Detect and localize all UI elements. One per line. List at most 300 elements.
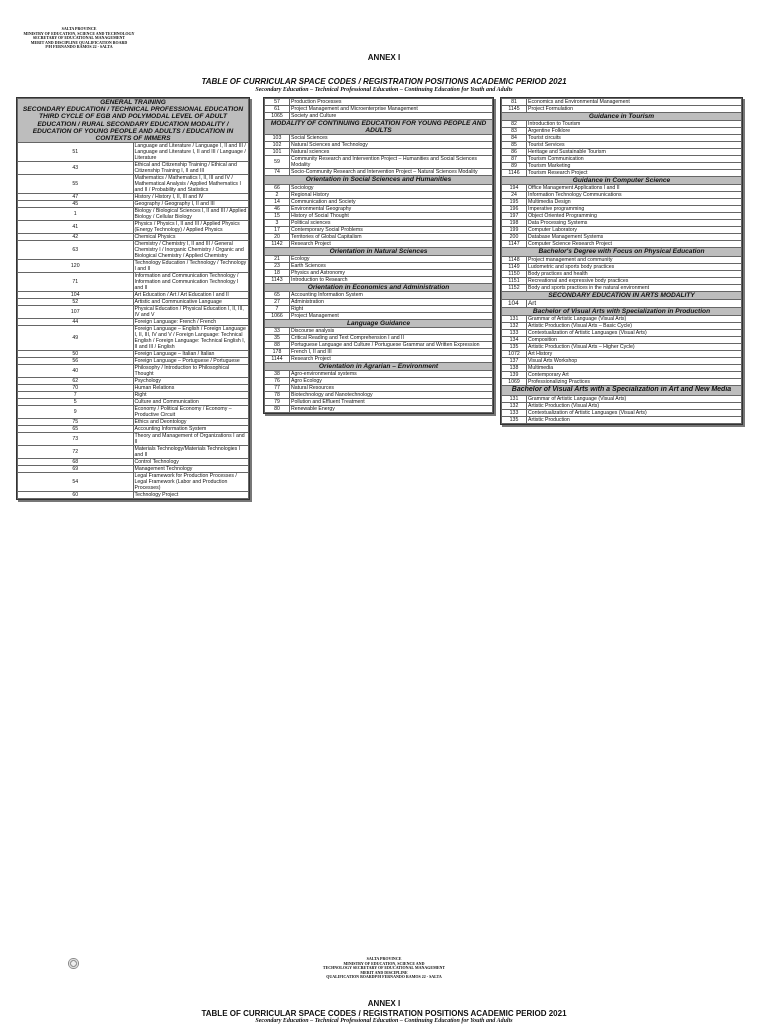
section-heading xyxy=(265,176,493,184)
code-cell: 101 xyxy=(265,149,290,156)
code-cell: 131 xyxy=(502,395,527,402)
code-cell: 83 xyxy=(502,128,527,135)
table-row xyxy=(265,335,493,342)
table-row xyxy=(502,365,742,372)
subject-cell: Tourism Marketing xyxy=(527,163,742,170)
table-row xyxy=(18,221,249,234)
ministry-header xyxy=(0,27,158,50)
subject-cell: Technology Education / Technology / Technology I and II xyxy=(133,260,249,273)
code-cell: 131 xyxy=(502,316,527,323)
table-row xyxy=(502,213,742,220)
table-row xyxy=(265,142,493,149)
code-cell: 61 xyxy=(265,106,290,113)
table-row xyxy=(502,135,742,142)
table-row xyxy=(502,206,742,213)
code-cell: 199 xyxy=(502,227,527,234)
code-cell: 23 xyxy=(265,262,290,269)
section-heading-text: Language Guidance xyxy=(265,320,493,328)
footer-line: MINISTRY OF EDUCATION, SCIENCE AND xyxy=(343,960,425,966)
subject-cell: Artistic and Communicative Language xyxy=(133,299,249,306)
section-heading xyxy=(502,177,742,185)
code-cell: 1072 xyxy=(502,351,527,358)
code-cell: 52 xyxy=(18,299,134,306)
code-cell: 1145 xyxy=(502,106,527,113)
subject-cell: Computer Laboratory xyxy=(527,227,742,234)
table-row xyxy=(265,385,493,392)
table-row xyxy=(18,446,249,459)
table-row xyxy=(502,270,742,277)
section-heading xyxy=(502,113,742,121)
table-row xyxy=(265,399,493,406)
code-cell: 24 xyxy=(502,192,527,199)
section-heading-text: Bachelor's Degree with Focus on Physical Education xyxy=(502,248,742,256)
table-row xyxy=(502,323,742,330)
table-row xyxy=(265,226,493,233)
table-row xyxy=(265,106,493,113)
subject-cell: Contemporary Art xyxy=(527,372,742,379)
subject-cell: Biology / Biological Sciences I, II and III / Applied Biology / Cellular Biology xyxy=(133,208,249,221)
subject-cell: Heritage and Sustainable Tourism xyxy=(527,149,742,156)
subject-cell: Research Project xyxy=(290,240,493,247)
code-cell: 194 xyxy=(502,185,527,192)
subject-cell: Philosophy / Introduction to Philosophical Thought xyxy=(133,365,249,378)
code-cell: 15 xyxy=(265,212,290,219)
code-cell: 71 xyxy=(18,273,134,292)
table-row xyxy=(265,349,493,356)
code-cell: 20 xyxy=(265,233,290,240)
table-row xyxy=(18,306,249,319)
header-line: P/H FERNANDO RAMOS 22 - SALTA xyxy=(45,44,113,50)
table-row xyxy=(18,292,249,299)
code-cell: 17 xyxy=(265,226,290,233)
subject-cell: Regional History xyxy=(290,191,493,198)
code-cell: 77 xyxy=(265,385,290,392)
table-row xyxy=(502,156,742,163)
subject-cell: Body practices and health xyxy=(527,270,742,277)
code-cell: 76 xyxy=(265,378,290,385)
subject-cell: Body and sports practices in the natural environment xyxy=(527,284,742,291)
code-cell: 46 xyxy=(265,205,290,212)
subject-cell: Materials Technology/Materials Technologies I and II xyxy=(133,446,249,459)
table-row xyxy=(265,328,493,335)
code-cell: 51 xyxy=(18,143,134,162)
subject-cell: Artistic Production (Visual Arts – Higher Cycle) xyxy=(527,344,742,351)
section-heading xyxy=(502,308,742,316)
subject-cell: Information and Communication Technology / Information and Communication Technology I and II xyxy=(133,273,249,292)
code-cell: 9 xyxy=(18,406,134,419)
table-row xyxy=(18,459,249,466)
subject-cell: Natural sciences xyxy=(290,149,493,156)
subject-cell: Recreational and expressive body practices xyxy=(527,277,742,284)
footer-line: TECHNOLOGY SECRETARY OF EDUCATIONAL MANAGEMENT xyxy=(322,965,446,971)
subject-cell: Imperative programming xyxy=(527,206,742,213)
code-cell: 73 xyxy=(18,433,134,446)
subject-cell: Composition xyxy=(527,337,742,344)
table-row xyxy=(18,299,249,306)
subject-cell: Technology Project xyxy=(133,492,249,499)
table-row xyxy=(18,241,249,260)
subject-cell: Research Project xyxy=(290,356,493,363)
subject-cell: Project Management xyxy=(290,313,493,320)
document-subtitle: Secondary Education – Technical Professional Education – Continuing Education for Youth and Adults xyxy=(255,87,513,93)
subject-cell: History / History I, II, III and IV xyxy=(133,194,249,201)
table-row xyxy=(265,113,493,120)
subject-cell: Portuguese Language and Culture / Portuguese Grammar and Written Expression xyxy=(290,342,493,349)
code-cell: 69 xyxy=(18,466,134,473)
table-row xyxy=(18,326,249,351)
subject-cell: Contextualization of Artistic Languages (Visual Arts) xyxy=(527,330,742,337)
subject-cell: Theory and Management of Organizations I and II xyxy=(133,433,249,446)
table-row xyxy=(502,220,742,227)
section-heading-text: Orientation in Agrarian – Environment xyxy=(265,363,493,371)
table-row xyxy=(18,201,249,208)
code-cell: 79 xyxy=(265,399,290,406)
table-row xyxy=(18,419,249,426)
subject-cell: Introduction to Tourism xyxy=(527,121,742,128)
table-row xyxy=(502,256,742,263)
code-cell: 1066 xyxy=(265,313,290,320)
table-row xyxy=(265,299,493,306)
table-row xyxy=(18,273,249,292)
code-cell: 56 xyxy=(18,358,134,365)
section-heading-text: Bachelor of Visual Arts with Specialization in Production xyxy=(502,308,742,316)
table-row xyxy=(502,241,742,248)
subject-cell: Control Technology xyxy=(133,459,249,466)
subject-cell: Agro Ecology xyxy=(290,378,493,385)
subject-cell: Multimedia Design xyxy=(527,199,742,206)
table-row xyxy=(502,395,742,402)
table-row xyxy=(265,306,493,313)
subject-cell: Society and Culture xyxy=(290,113,493,120)
subject-cell: Territories of Global Capitalism xyxy=(290,233,493,240)
footer-document-subtitle: Secondary Education – Technical Professional Education – Continuing Education for Youth and Adults xyxy=(255,1018,513,1024)
code-cell: 103 xyxy=(265,135,290,142)
code-cell: 78 xyxy=(265,392,290,399)
code-cell: 72 xyxy=(18,446,134,459)
code-cell: 7 xyxy=(265,306,290,313)
table-row xyxy=(502,185,742,192)
section-heading-text: Bachelor of Visual Arts with a Specialization in Art and New Media xyxy=(502,386,742,395)
subject-cell: Legal Framework for Production Processes / Legal Framework (Labor and Production Processes) xyxy=(133,473,249,492)
table-row xyxy=(502,351,742,358)
subject-cell: History of Social Thought xyxy=(290,212,493,219)
code-cell: 198 xyxy=(502,220,527,227)
table-row xyxy=(502,142,742,149)
code-cell: 139 xyxy=(502,372,527,379)
table-row xyxy=(18,385,249,392)
subject-cell: Visual Arts Workshop xyxy=(527,358,742,365)
table-row xyxy=(265,269,493,276)
table-row xyxy=(502,199,742,206)
code-cell: 57 xyxy=(265,99,290,106)
code-cell: 1143 xyxy=(265,276,290,283)
table-row xyxy=(502,416,742,423)
footer-line: QUALIFICATION BOARDP/H FERNANDO RAMOS 22 - SALTA xyxy=(326,974,442,980)
table-row xyxy=(502,128,742,135)
subject-cell: Socio-Community Research and Intervention Project – Natural Sciences Modality xyxy=(290,169,493,176)
seal-icon xyxy=(68,958,79,969)
subject-cell: Renewable Energy xyxy=(290,406,493,413)
code-cell: 135 xyxy=(502,344,527,351)
section-heading-text: Guidance in Computer Science xyxy=(502,177,742,185)
subject-cell: Office Management Applications I and II xyxy=(527,185,742,192)
code-cell: 80 xyxy=(265,406,290,413)
subject-cell: Accounting Information System xyxy=(133,426,249,433)
footer-annex-label: ANNEX I xyxy=(367,999,401,1008)
section-heading xyxy=(502,386,742,395)
code-cell: 47 xyxy=(18,194,134,201)
subject-cell: Language and Literature / Language I, II and III / Language and Literature I, II and III / Language / Literature xyxy=(133,143,249,162)
table-row xyxy=(265,255,493,262)
table-row xyxy=(502,263,742,270)
column-1-table xyxy=(16,97,250,500)
table-row xyxy=(18,365,249,378)
subject-cell: Sociology xyxy=(290,184,493,191)
table-row xyxy=(18,319,249,326)
table-row xyxy=(502,344,742,351)
subject-cell: Object Oriented Programming xyxy=(527,213,742,220)
subject-cell: Database Management Systems xyxy=(527,234,742,241)
section-heading xyxy=(265,363,493,371)
code-cell: 104 xyxy=(502,299,527,307)
code-cell: 50 xyxy=(18,351,134,358)
code-cell: 120 xyxy=(18,260,134,273)
code-cell: 195 xyxy=(502,199,527,206)
table-row xyxy=(18,260,249,273)
footer-document-title: TABLE OF CURRICULAR SPACE CODES / REGISTRATION POSITIONS ACADEMIC PERIOD 2021 xyxy=(201,1009,567,1018)
section-heading xyxy=(265,120,493,135)
code-cell: 178 xyxy=(265,349,290,356)
subject-cell: Natural Resources xyxy=(290,385,493,392)
section-heading-text: GENERAL TRAINING SECONDARY EDUCATION / TECHNICAL PROFESSIONAL EDUCATION THIRD CYCLE OF EGB AND POLYMODAL LEVEL OF ADULT EDUCATION / RURAL SECONDARY EDUCATION MODALITY / EDUCATION OF YOUNG PEOPLE AND ADULTS / EDUCATION IN CONTEXTS OF IMMERS xyxy=(18,99,249,143)
subject-cell: Introduction to Research xyxy=(290,276,493,283)
code-cell: 1146 xyxy=(502,170,527,177)
table-row xyxy=(265,313,493,320)
code-cell: 132 xyxy=(502,402,527,409)
table-row xyxy=(502,358,742,365)
table-row xyxy=(502,227,742,234)
table-row xyxy=(18,466,249,473)
code-cell: 74 xyxy=(265,169,290,176)
table-row xyxy=(265,371,493,378)
table-row xyxy=(265,212,493,219)
code-cell: 107 xyxy=(18,306,134,319)
subject-cell: Economics and Environmental Management xyxy=(527,99,742,106)
subject-cell: Project Management and Microenterprise Management xyxy=(290,106,493,113)
code-cell: 44 xyxy=(18,319,134,326)
subject-cell: Information Technology Communications xyxy=(527,192,742,199)
subject-cell: Argentine Folklore xyxy=(527,128,742,135)
code-cell: 62 xyxy=(18,378,134,385)
table-row xyxy=(265,378,493,385)
code-cell: 134 xyxy=(502,337,527,344)
code-cell: 87 xyxy=(502,156,527,163)
code-cell: 1142 xyxy=(265,240,290,247)
subject-cell: Data Processing Systems xyxy=(527,220,742,227)
header-line: MERIT AND DISCIPLINE QUALIFICATION BOARD xyxy=(30,39,128,45)
header-line: SALTA PROVINCE xyxy=(61,26,97,31)
subject-cell: Art xyxy=(527,299,742,307)
section-heading-text: SECONDARY EDUCATION IN ARTS MODALITY xyxy=(502,291,742,299)
section-heading-text: Orientation in Natural Sciences xyxy=(265,247,493,255)
code-cell: 89 xyxy=(502,163,527,170)
table-row xyxy=(18,378,249,385)
code-cell: 1149 xyxy=(502,263,527,270)
subject-cell: Geography / Geography I, II and III xyxy=(133,201,249,208)
code-cell: 41 xyxy=(18,221,134,234)
subject-cell: Artistic Production xyxy=(527,416,742,423)
code-cell: 60 xyxy=(18,492,134,499)
code-cell: 33 xyxy=(265,328,290,335)
table-row xyxy=(18,433,249,446)
subject-cell: Contemporary Social Problems xyxy=(290,226,493,233)
subject-cell: Physical Education / Physical Education I, II, III, IV and V xyxy=(133,306,249,319)
table-row xyxy=(265,169,493,176)
table-row xyxy=(18,234,249,241)
subject-cell: Management Technology xyxy=(133,466,249,473)
subject-cell: Foreign Language – English / Foreign Language I, II, III, IV and V / Foreign Language: Technical English / Foreign Language: Technical English I, II and III / English xyxy=(133,326,249,351)
code-cell: 75 xyxy=(18,419,134,426)
section-heading-text: Orientation in Social Sciences and Humanities xyxy=(265,176,493,184)
subject-cell: Psychology xyxy=(133,378,249,385)
code-cell: 68 xyxy=(18,459,134,466)
code-cell: 14 xyxy=(265,198,290,205)
table-row xyxy=(18,194,249,201)
table-row xyxy=(502,149,742,156)
footer-ministry-header xyxy=(284,957,484,980)
subject-cell: Tourism Research Project xyxy=(527,170,742,177)
subject-cell: Artistic Production (Visual Arts) xyxy=(527,402,742,409)
code-cell: 200 xyxy=(502,234,527,241)
subject-cell: Economy / Political Economy / Economy – Productive Circuit xyxy=(133,406,249,419)
column-3-table xyxy=(500,97,743,425)
subject-cell: Tourism Communication xyxy=(527,156,742,163)
table-row xyxy=(265,406,493,413)
subject-cell: Production Processes xyxy=(290,99,493,106)
subject-cell: Natural Sciences and Technology xyxy=(290,142,493,149)
code-cell: 2 xyxy=(265,191,290,198)
subject-cell: Project Formulation xyxy=(527,106,742,113)
table-row xyxy=(265,99,493,106)
code-cell: 135 xyxy=(502,416,527,423)
code-cell: 38 xyxy=(265,371,290,378)
subject-cell: Ethics and Deontology xyxy=(133,419,249,426)
code-cell: 86 xyxy=(502,149,527,156)
table-row xyxy=(18,392,249,399)
code-cell: 1151 xyxy=(502,277,527,284)
subject-cell: Right xyxy=(133,392,249,399)
subject-cell: Foreign Language – Portuguese / Portuguese xyxy=(133,358,249,365)
table-row xyxy=(265,135,493,142)
code-cell: 49 xyxy=(18,326,134,351)
code-cell: 197 xyxy=(502,213,527,220)
subject-cell: Artistic Production (Visual Arts – Basic Cycle) xyxy=(527,323,742,330)
table-row xyxy=(265,262,493,269)
code-cell: 1069 xyxy=(502,379,527,386)
code-cell: 1150 xyxy=(502,270,527,277)
code-cell: 196 xyxy=(502,206,527,213)
table-row xyxy=(265,156,493,169)
table-row xyxy=(265,149,493,156)
subject-cell: Discourse analysis xyxy=(290,328,493,335)
subject-cell: Foreign Language – Italian / Italian xyxy=(133,351,249,358)
code-cell: 43 xyxy=(18,162,134,175)
subject-cell: Physics and Astronomy xyxy=(290,269,493,276)
subject-cell: Accounting Information System xyxy=(290,292,493,299)
subject-cell: French I, II and III xyxy=(290,349,493,356)
subject-cell: Administration xyxy=(290,299,493,306)
table-row xyxy=(265,276,493,283)
section-heading xyxy=(265,247,493,255)
subject-cell: Tourist circuits xyxy=(527,135,742,142)
code-cell: 65 xyxy=(265,292,290,299)
code-cell: 84 xyxy=(502,135,527,142)
section-heading-text: Orientation in Economics and Administration xyxy=(265,283,493,291)
annex-label: ANNEX I xyxy=(367,53,401,62)
subject-cell: Mathematics / Mathematics I, II, III and IV / Mathematical Analysis / Applied Mathematics I and II / Probability and Statistics xyxy=(133,175,249,194)
table-row xyxy=(18,426,249,433)
table-row xyxy=(18,351,249,358)
code-cell: 1065 xyxy=(265,113,290,120)
code-cell: 66 xyxy=(265,184,290,191)
subject-cell: Tourist Services xyxy=(527,142,742,149)
table-row xyxy=(18,399,249,406)
code-cell: 40 xyxy=(18,365,134,378)
table-row xyxy=(502,163,742,170)
subject-cell: Foreign Language: French / French xyxy=(133,319,249,326)
code-cell: 21 xyxy=(265,255,290,262)
subject-cell: Art Education / Art / Art Education I and II xyxy=(133,292,249,299)
subject-cell: Human Relations xyxy=(133,385,249,392)
subject-cell: Computer Science Research Project xyxy=(527,241,742,248)
table-row xyxy=(502,379,742,386)
code-cell: 45 xyxy=(18,201,134,208)
section-heading-text: Guidance in Tourism xyxy=(502,113,742,121)
footer-line: SALTA PROVINCE xyxy=(366,956,402,961)
table-row xyxy=(18,143,249,162)
subject-cell: Earth Sciences xyxy=(290,262,493,269)
code-cell: 63 xyxy=(18,241,134,260)
subject-cell: Ecology xyxy=(290,255,493,262)
table-row xyxy=(265,240,493,247)
table-row xyxy=(265,191,493,198)
table-row xyxy=(18,162,249,175)
section-heading xyxy=(265,320,493,328)
subject-cell: Grammar of Artistic Language (Visual Arts) xyxy=(527,316,742,323)
table-row xyxy=(502,372,742,379)
subject-cell: Grammar of Artistic Language (Visual Arts) xyxy=(527,395,742,402)
code-cell: 3 xyxy=(265,219,290,226)
code-cell: 82 xyxy=(502,121,527,128)
code-cell: 54 xyxy=(18,473,134,492)
code-cell: 1152 xyxy=(502,284,527,291)
code-cell: 1147 xyxy=(502,241,527,248)
code-cell: 35 xyxy=(265,335,290,342)
subject-cell: Ethical and Citizenship Training / Ethical and Citizenship Training I, II and III xyxy=(133,162,249,175)
code-cell: 133 xyxy=(502,409,527,416)
subject-cell: Chemistry / Chemistry I, II and III / General Chemistry I / Inorganic Chemistry / Organic and Biological Chemistry / Applied Chemistry xyxy=(133,241,249,260)
subject-cell: Project management and community xyxy=(527,256,742,263)
section-heading-text: MODALITY OF CONTINUING EDUCATION FOR YOUNG PEOPLE AND ADULTS xyxy=(265,120,493,135)
code-cell: 137 xyxy=(502,358,527,365)
table-row xyxy=(265,198,493,205)
table-row xyxy=(502,299,742,307)
table-row xyxy=(18,492,249,499)
subject-cell: Social Sciences xyxy=(290,135,493,142)
subject-cell: Culture and Communication xyxy=(133,399,249,406)
code-cell: 18 xyxy=(265,269,290,276)
table-row xyxy=(502,409,742,416)
